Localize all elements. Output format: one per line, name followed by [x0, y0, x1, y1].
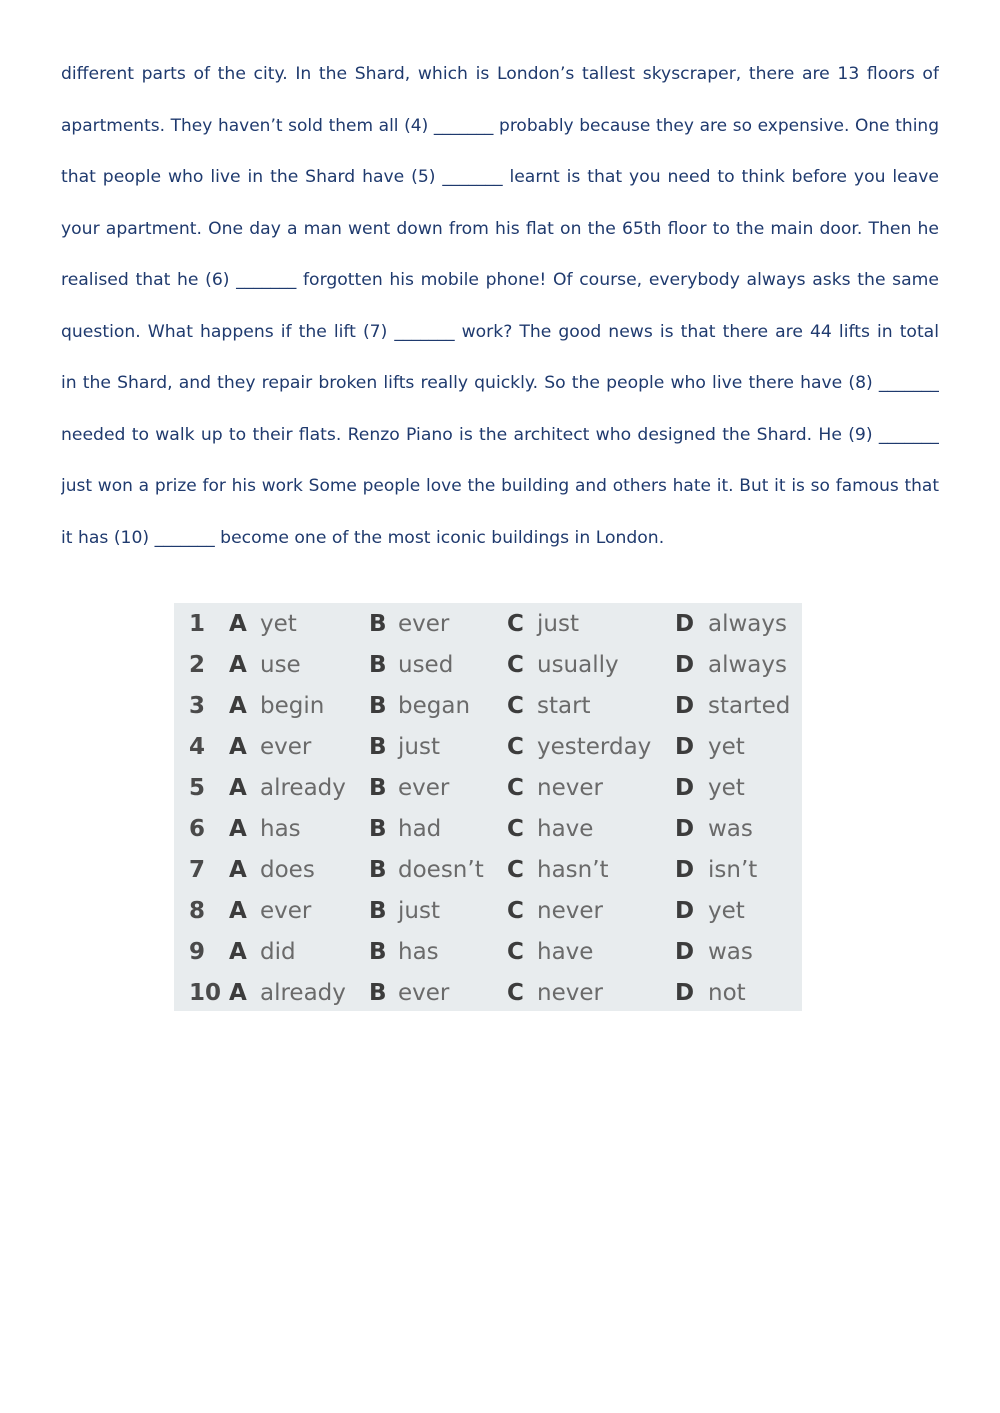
option-letter-b: B [369, 734, 387, 760]
question-number: 9 [189, 939, 206, 965]
option-a: did [260, 939, 296, 965]
option-d: started [708, 693, 791, 719]
passage-line: different parts of the city. In the Shard, which is London’s tallest skyscraper, there are 13 floors of [61, 64, 939, 84]
option-c: usually [537, 652, 619, 678]
option-c: have [537, 939, 594, 965]
option-letter-c: C [507, 816, 524, 842]
option-letter-d: D [675, 775, 695, 801]
option-b: ever [398, 775, 450, 801]
option-letter-c: C [507, 857, 524, 883]
option-letter-b: B [369, 980, 387, 1006]
option-letter-a: A [229, 734, 247, 760]
question-number: 7 [189, 857, 206, 883]
option-a: ever [260, 734, 312, 760]
option-b: just [398, 734, 440, 760]
option-row [174, 850, 802, 891]
option-a: already [260, 980, 346, 1006]
passage-line: your apartment. One day a man went down from his flat on the 65th floor to the main door. Then he [61, 218, 939, 239]
option-c: yesterday [537, 734, 652, 760]
question-number: 5 [189, 775, 206, 801]
option-letter-c: C [507, 939, 524, 965]
option-letter-d: D [675, 611, 695, 637]
passage-line: realised that he (6) _______ forgotten his mobile phone! Of course, everybody always asks the same [61, 270, 939, 290]
option-c: start [537, 693, 591, 719]
option-d: always [708, 611, 787, 637]
question-number: 8 [189, 898, 206, 924]
option-b: used [398, 652, 454, 678]
option-row [174, 604, 802, 645]
option-row [174, 645, 802, 686]
option-letter-b: B [369, 898, 387, 924]
passage-line: it has (10) _______ become one of the most iconic buildings in London. [61, 527, 665, 548]
option-letter-c: C [507, 652, 524, 678]
option-letter-c: C [507, 980, 524, 1006]
option-letter-c: C [507, 611, 524, 637]
option-c: never [537, 898, 603, 924]
reading-passage [61, 56, 939, 571]
option-a: use [260, 652, 301, 678]
option-letter-d: D [675, 857, 695, 883]
question-number: 10 [189, 980, 222, 1006]
option-letter-d: D [675, 693, 695, 719]
option-a: begin [260, 693, 325, 719]
question-number: 2 [189, 652, 206, 678]
option-b: began [398, 693, 471, 719]
question-number: 1 [189, 611, 206, 637]
option-row [174, 727, 802, 768]
option-b: doesn’t [398, 857, 484, 883]
option-letter-c: C [507, 734, 524, 760]
option-letter-c: C [507, 775, 524, 801]
option-a: has [260, 816, 301, 842]
option-a: ever [260, 898, 312, 924]
option-letter-a: A [229, 898, 247, 924]
question-number: 6 [189, 816, 206, 842]
option-d: always [708, 652, 787, 678]
option-letter-a: A [229, 611, 247, 637]
option-letter-d: D [675, 652, 695, 678]
option-b: ever [398, 611, 450, 637]
option-letter-a: A [229, 693, 247, 719]
option-letter-b: B [369, 939, 387, 965]
option-letter-a: A [229, 775, 247, 801]
option-d: yet [708, 898, 745, 924]
passage-line: needed to walk up to their flats. Renzo Piano is the architect who designed the Shard. He (9) _______ [61, 424, 939, 445]
option-letter-c: C [507, 693, 524, 719]
option-c: hasn’t [537, 857, 609, 883]
option-letter-c: C [507, 898, 524, 924]
option-b: had [398, 816, 442, 842]
option-a: does [260, 857, 315, 883]
option-letter-a: A [229, 980, 247, 1006]
passage-line: apartments. They haven’t sold them all (4) _______ probably because they are so expensive. One thing [61, 115, 939, 136]
passage-line: in the Shard, and they repair broken lifts really quickly. So the people who live there have (8) _______ [61, 373, 939, 393]
option-letter-b: B [369, 775, 387, 801]
question-number: 4 [189, 734, 206, 760]
option-d: was [708, 816, 753, 842]
option-row [174, 686, 802, 727]
option-d: not [708, 980, 746, 1006]
question-number: 3 [189, 693, 206, 719]
option-d: yet [708, 775, 745, 801]
option-letter-b: B [369, 652, 387, 678]
option-d: yet [708, 734, 745, 760]
option-letter-a: A [229, 857, 247, 883]
passage-line: just won a prize for his work Some people love the building and others hate it. But it is so famous that [61, 476, 939, 496]
option-letter-d: D [675, 734, 695, 760]
option-a: yet [260, 611, 297, 637]
answer-options-table [174, 603, 802, 1011]
option-d: was [708, 939, 753, 965]
option-letter-b: B [369, 857, 387, 883]
option-letter-a: A [229, 816, 247, 842]
option-letter-b: B [369, 611, 387, 637]
option-b: has [398, 939, 439, 965]
option-c: never [537, 775, 603, 801]
option-row [174, 809, 802, 850]
passage-line: that people who live in the Shard have (5) _______ learnt is that you need to think before you leave [61, 167, 939, 187]
option-c: never [537, 980, 603, 1006]
option-c: just [537, 611, 579, 637]
option-row [174, 973, 802, 1014]
option-c: have [537, 816, 594, 842]
option-b: just [398, 898, 440, 924]
option-row [174, 932, 802, 973]
option-a: already [260, 775, 346, 801]
passage-line: question. What happens if the lift (7) _______ work? The good news is that there are 44 lifts in total [61, 321, 939, 342]
option-letter-a: A [229, 652, 247, 678]
option-b: ever [398, 980, 450, 1006]
option-letter-b: B [369, 693, 387, 719]
option-row [174, 768, 802, 809]
option-row [174, 891, 802, 932]
option-letter-d: D [675, 980, 695, 1006]
option-letter-d: D [675, 898, 695, 924]
option-letter-d: D [675, 816, 695, 842]
option-d: isn’t [708, 857, 758, 883]
option-letter-b: B [369, 816, 387, 842]
option-letter-d: D [675, 939, 695, 965]
option-letter-a: A [229, 939, 247, 965]
